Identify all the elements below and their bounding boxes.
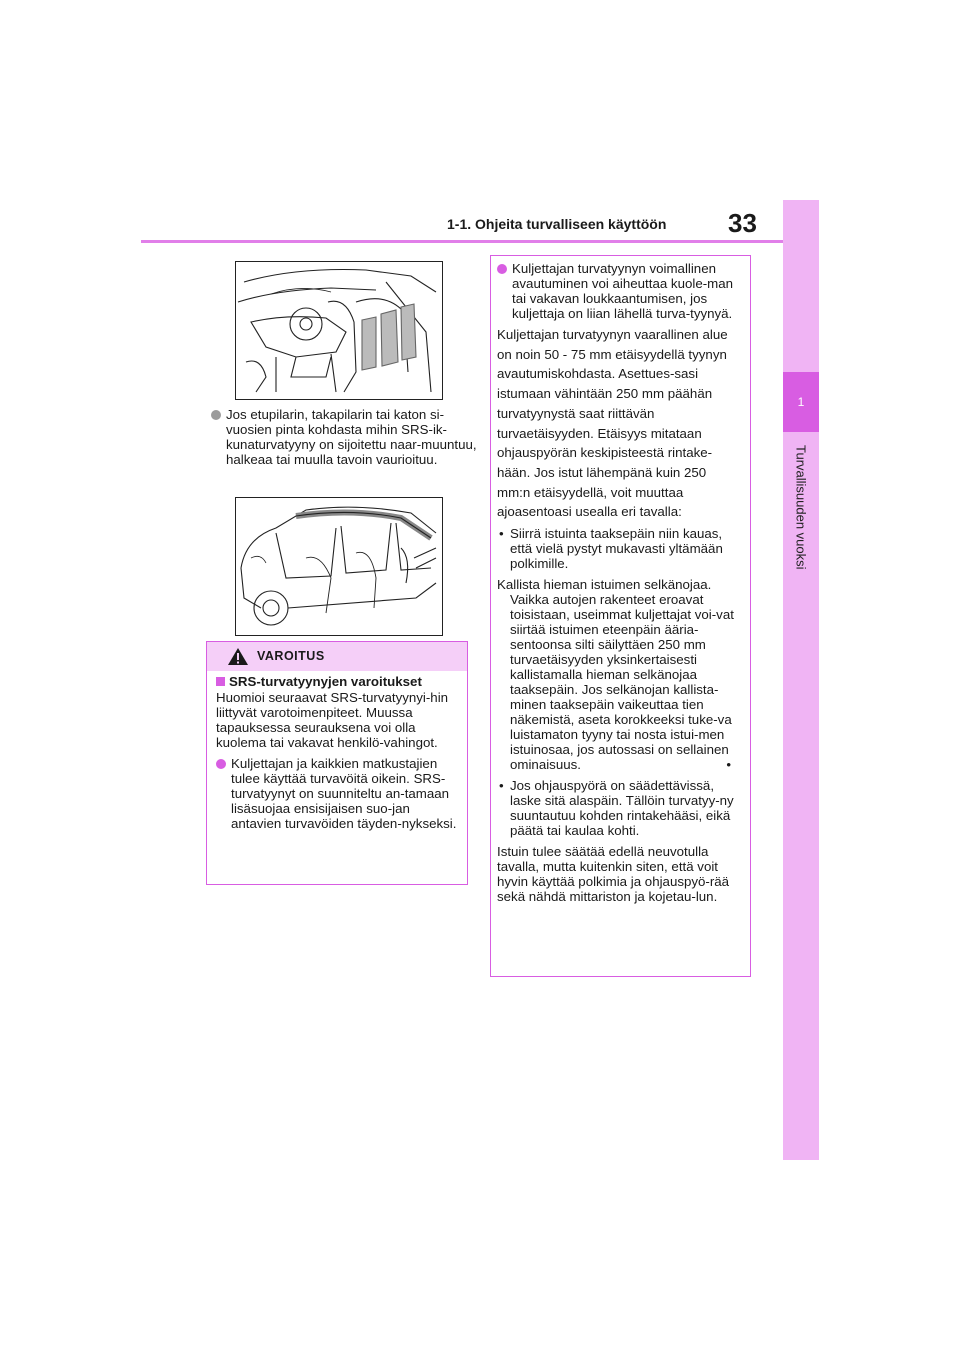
warning-box xyxy=(206,641,468,885)
right-dot-text-2: Jos ohjauspyörä on säädettävissä, laske sitä alaspäin. Tällöin turvatyy-ny suuntautuu kohden rintakehääsi, eikä päätä tai kaulaa kohti. xyxy=(510,778,734,839)
warning-bullet-item xyxy=(216,756,462,831)
car-interior-airbag-icon xyxy=(236,262,442,399)
bullet-pink-icon xyxy=(497,264,507,274)
bullet-gray-icon xyxy=(211,410,221,420)
right-dot-text-1: Siirrä istuinta taaksepäin niin kauas, että vielä pystyt mukavasti yltämään polkimille. xyxy=(510,526,723,572)
chapter-side-strip xyxy=(783,200,819,1160)
warning-bullet-text: Kuljettajan ja kaikkien matkustajien tulee käyttää turvavöitä oikein. SRS-turvatyynyt on suunniteltu an-tamaan lisäsuojaa ensisijaisen suo-jan antavien turvavöiden täyden-nykseksi. xyxy=(231,756,457,831)
section-title: 1-1. Ohjeita turvalliseen käyttöön xyxy=(447,216,667,232)
chapter-number-tab[interactable]: 1 xyxy=(783,372,819,432)
figure-car-side-curtain xyxy=(235,497,443,636)
trailing-bullet-icon: • xyxy=(726,757,731,773)
right-bullet-text: Kuljettajan turvatyynyn voimallinen avautuminen voi aiheuttaa kuole-man tai vakavan loukkaantumisen, jos kuljettaja on liian lähellä turva-tyynyä. xyxy=(512,261,734,321)
right-para-3: Istuin tulee säätää edellä neuvotulla tavalla, mutta kuitenkin siten, että voit hyvin käyttää polkimia ja ohjauspyö-rää sekä nähdä mittariston ja kojetau-lun. xyxy=(497,844,730,905)
car-side-curtain-airbag-icon xyxy=(236,498,442,635)
right-para-1: Kuljettajan turvatyynyn vaarallinen alue on noin 50 - 75 mm etäisyydellä tyynyn avautumiskohdasta. Asettues-sasi istumaan vähintään 250 mm päähän turvatyynystä saat riittävän turvaetäisyyden. Etäisyys mitataan ohjauspyörän keskipisteestä rintake-hään. Jos istut lähempänä kuin 250 mm:n etäisyydellä, voit muuttaa ajoasentoasi usealla eri tavalla: xyxy=(497,327,728,520)
figure-car-interior xyxy=(235,261,443,400)
right-dot-item-1 xyxy=(497,526,743,571)
warning-intro: Huomioi seuraavat SRS-turvatyynyi-hin liittyvät varotoimenpiteet. Muussa tapauksessa seurauksena voi olla kuolema tai vakavat henkilö-vahingot. xyxy=(216,690,449,750)
header-divider xyxy=(141,240,783,243)
warning-subheading xyxy=(216,674,462,690)
left-bullet-text: Jos etupilarin, takapilarin tai katon si-vuosien pinta kohdasta mihin SRS-ik-kunaturvatyyny on sijoitettu naar-muuntuu, halkeaa tai muulla tavoin vaurioituu. xyxy=(226,407,477,467)
right-para-2-text: Kallista hieman istuimen selkänojaa. Vaikka autojen rakenteet eroavat toisistaan, useimmat kuljettajat voi-vat siirtää istuimen eteenpäin ääria-sentoonsa silti säilyttäen 250 mm turvaetäisyyden yksinkertaisesti kallistamalla hieman selkänojaa taaksepäin. Jos selkänojan kallista-minen taaksepäin vaikeuttaa tien näkemistä, aseta korokkeeksi tuke-va luistamaton tyyny tai nosta istui-men istuinosaa, jos autossasi on sellainen ominaisuus. xyxy=(497,577,734,773)
bullet-pink-icon xyxy=(216,759,226,769)
warning-header xyxy=(207,642,467,671)
warning-subheading-text: SRS-turvatyynyjen varoitukset xyxy=(229,674,422,689)
dot-bullet-icon: • xyxy=(499,778,504,794)
right-info-content xyxy=(497,261,743,904)
right-dot-item-2 xyxy=(497,778,743,838)
right-para-2 xyxy=(497,577,743,772)
dot-bullet-icon: • xyxy=(499,526,504,542)
square-bullet-icon xyxy=(216,677,225,686)
page-number: 33 xyxy=(728,208,757,238)
warning-content xyxy=(216,674,462,831)
warning-label: VAROITUS xyxy=(257,649,325,663)
chapter-label xyxy=(783,445,819,615)
right-bullet-item xyxy=(497,261,743,321)
warning-triangle-icon xyxy=(227,647,249,666)
right-info-box xyxy=(490,255,751,977)
chapter-label-text: Turvallisuuden vuoksi xyxy=(793,445,809,570)
left-bullet-item xyxy=(211,407,478,467)
